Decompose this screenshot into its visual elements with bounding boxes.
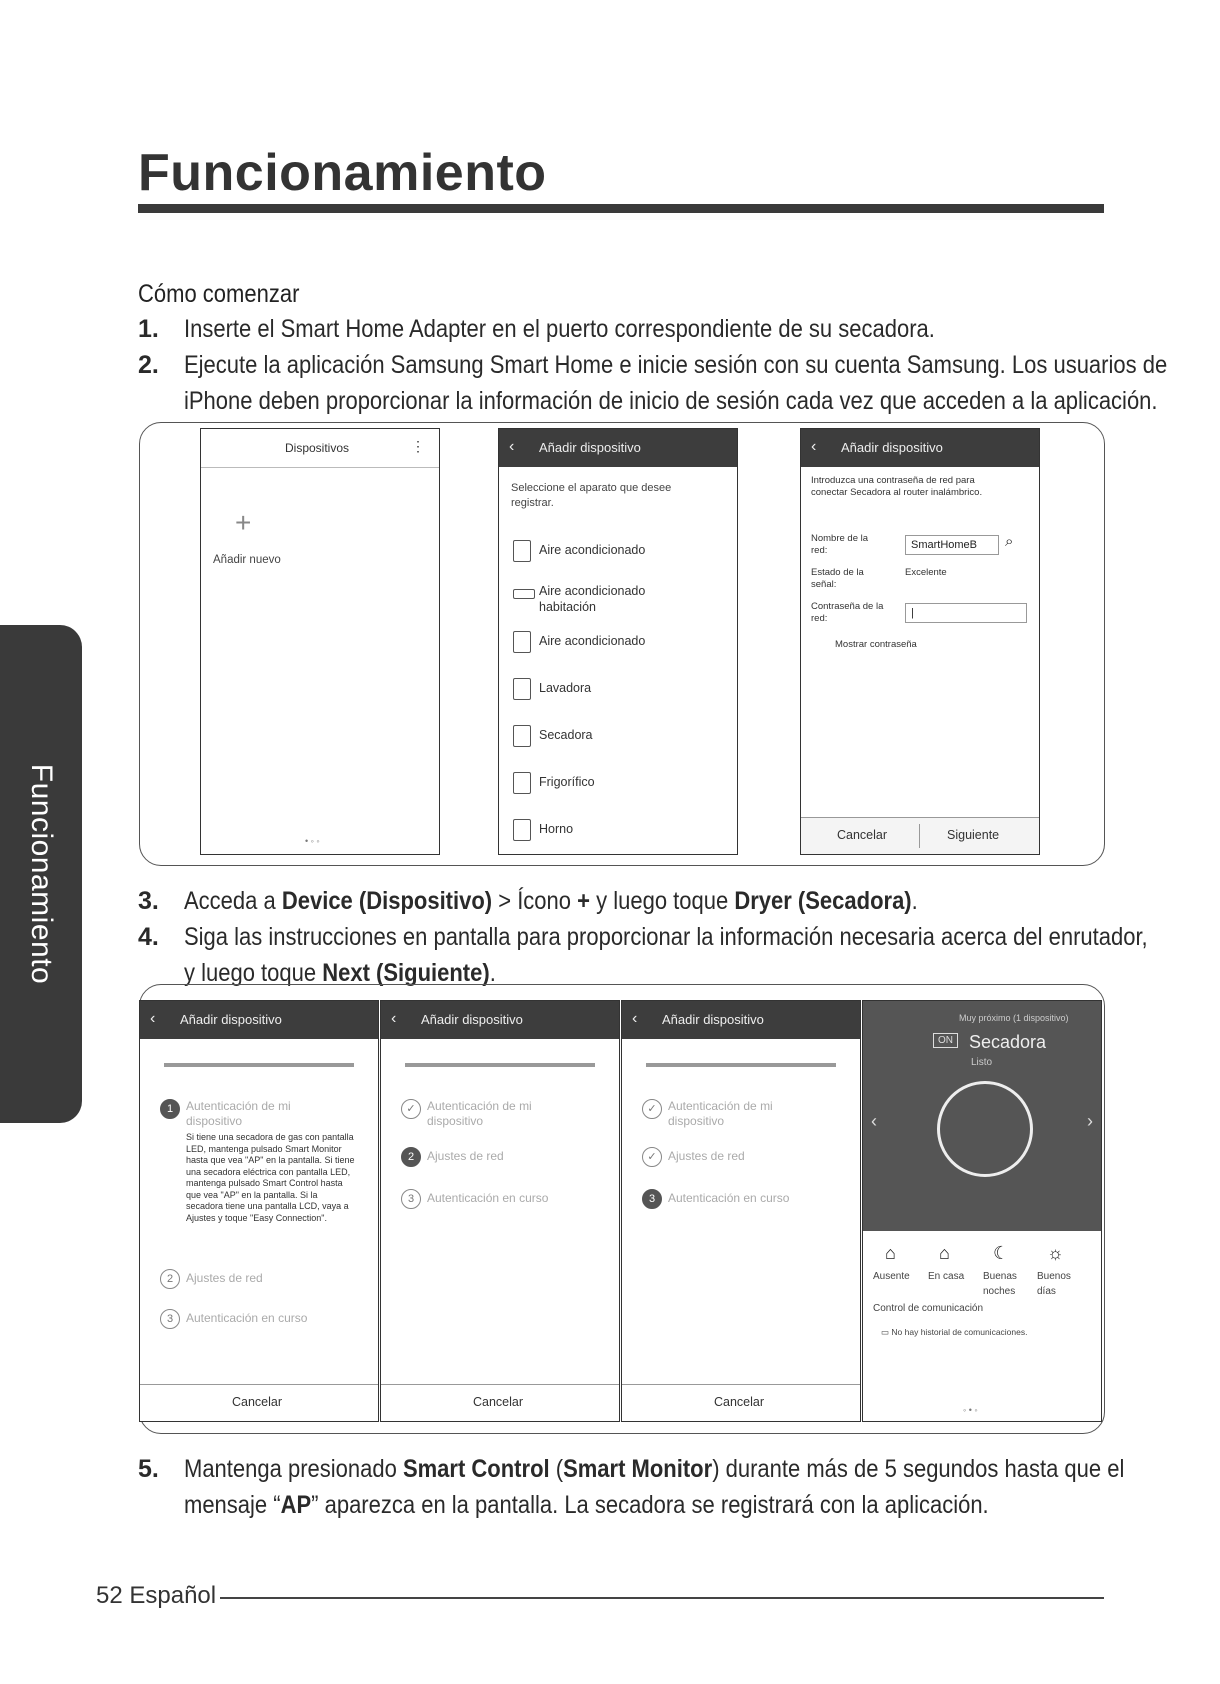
- cancel-button[interactable]: Cancelar: [714, 1395, 765, 1409]
- room-ac-icon: [513, 589, 535, 599]
- network-field[interactable]: SmartHomeB: [905, 535, 999, 555]
- page-dots: • ◦ ◦: [305, 836, 320, 846]
- device-item[interactable]: Lavadora: [539, 680, 591, 696]
- mode-morning[interactable]: Buenos días: [1037, 1271, 1071, 1297]
- button-bar: [801, 817, 1039, 854]
- oven-icon: [513, 819, 531, 841]
- cancel-button[interactable]: Cancelar: [837, 828, 888, 842]
- device-item[interactable]: Horno: [539, 821, 573, 837]
- signal-label: Estado de la señal:: [811, 567, 864, 590]
- back-icon[interactable]: ‹: [811, 438, 817, 455]
- screen-dryer-control: [862, 1000, 1102, 1422]
- title-rule: [138, 204, 1104, 213]
- step-done-icon: ✓: [642, 1099, 662, 1119]
- log-empty: ▭ No hay historial de comunicaciones.: [881, 1327, 1028, 1337]
- next-button[interactable]: Siguiente: [947, 828, 1000, 842]
- progress-bar: [405, 1063, 595, 1067]
- moon-icon[interactable]: ☾: [993, 1243, 1010, 1263]
- screen-add-device-header: ‹ Añadir dispositivo: [499, 429, 737, 467]
- back-icon[interactable]: ‹: [509, 438, 515, 455]
- back-icon[interactable]: ‹: [391, 1010, 397, 1027]
- chevron-right-icon[interactable]: ›: [1087, 1111, 1093, 1131]
- chevron-left-icon[interactable]: ‹: [871, 1111, 877, 1131]
- more-icon[interactable]: ⋮: [411, 438, 425, 454]
- page-dots: ◦ • ◦: [963, 1405, 978, 1415]
- footer: [96, 1582, 216, 1610]
- footer-language: Español: [129, 1582, 217, 1609]
- network-label: Nombre de la red:: [811, 533, 869, 556]
- screen-auth-2: ‹ Añadir dispositivo ✓ Autenticación de mi dispositivo 2 Ajustes de red 3 Autenticación en curso Cancelar: [380, 1000, 620, 1422]
- mode-away[interactable]: Ausente: [873, 1271, 910, 1282]
- power-toggle[interactable]: ON: [933, 1033, 958, 1048]
- page-number: 52: [96, 1582, 123, 1609]
- mode-night[interactable]: Buenas noches: [983, 1271, 1017, 1297]
- device-item[interactable]: Aire acondicionado: [539, 542, 645, 558]
- screen-network-header: ‹ Añadir dispositivo: [801, 429, 1039, 467]
- password-label: Contraseña de la red:: [811, 601, 884, 624]
- dryer-icon: [513, 725, 531, 747]
- side-tab: Funcionamiento: [0, 625, 82, 1123]
- back-icon[interactable]: ‹: [150, 1010, 156, 1027]
- log-title: Control de comunicación: [873, 1303, 984, 1314]
- mode-home[interactable]: En casa: [928, 1271, 965, 1282]
- device-item[interactable]: Aire acondicionado: [539, 633, 645, 649]
- screen-add-device: [498, 428, 738, 855]
- step-indicator-3: 3: [401, 1189, 421, 1209]
- device-item[interactable]: Frigorífico: [539, 774, 595, 790]
- away-icon[interactable]: ⌂: [885, 1243, 896, 1263]
- add-new-label: Añadir nuevo: [213, 554, 281, 566]
- signal-value: Excelente: [905, 567, 947, 578]
- screen-auth-3: ‹ Añadir dispositivo ✓ Autenticación de mi dispositivo ✓ Ajustes de red 3 Autenticación en curso Cancelar: [621, 1000, 861, 1422]
- back-icon[interactable]: ‹: [632, 1010, 638, 1027]
- screen-network: [800, 428, 1040, 855]
- button-divider: [919, 824, 920, 848]
- dryer-banner: Muy próximo (1 dispositivo) ON Secadora Listo ‹ ›: [863, 1001, 1101, 1231]
- select-prompt: Seleccione el aparato que desee registrar.: [511, 482, 672, 509]
- step-indicator-2: 2: [160, 1269, 180, 1289]
- progress-bar: [646, 1063, 836, 1067]
- step-indicator-1: 1: [160, 1099, 180, 1119]
- home-icon[interactable]: ⌂: [939, 1243, 950, 1263]
- step-indicator-3: 3: [160, 1309, 180, 1329]
- password-field[interactable]: |: [905, 603, 1027, 623]
- footer-rule: [220, 1597, 1104, 1599]
- screen-devices: [200, 428, 440, 855]
- step-done-icon: ✓: [642, 1147, 662, 1167]
- step-indicator-2: 2: [401, 1147, 421, 1167]
- refrigerator-icon: [513, 772, 531, 794]
- add-icon[interactable]: +: [235, 507, 252, 538]
- auth-instructions: Si tiene una secadora de gas con pantalla LED, mantenga pulsado Smart Monitor hasta que vea "AP" en la pantalla. Si tiene una secadora eléctrica con pantalla LED, mantenga pulsado Smart Control hasta que vea "AP" en la pantalla. Si la secadora tiene una pantalla LCD, vaya a Ajustes y toque "Easy Connection".: [186, 1132, 355, 1223]
- air-conditioner-icon: [513, 540, 531, 562]
- cancel-button[interactable]: Cancelar: [473, 1395, 524, 1409]
- section-title: Cómo comenzar: [138, 280, 300, 308]
- step-done-icon: ✓: [401, 1099, 421, 1119]
- step-indicator-3: 3: [642, 1189, 662, 1209]
- screen-auth-1: ‹ Añadir dispositivo 1 Autenticación de mi dispositivo Si tiene una secadora de gas con pantalla LED, mantenga pulsado Smart Monitor hasta que vea "AP" en la pantalla. Si tiene una secadora eléctrica con pantalla LED, mantenga pulsado Smart Control hasta que vea "AP" en la pantalla. Si la secadora tiene una pantalla LCD, vaya a Ajustes y toque "Easy Connection". 2 Ajustes de red 3 Autenticación en curso Cancelar: [139, 1000, 379, 1422]
- device-item[interactable]: Aire acondicionado habitación: [539, 583, 689, 615]
- sun-icon[interactable]: ☼: [1047, 1243, 1064, 1263]
- show-password-option[interactable]: Mostrar contraseña: [835, 639, 917, 650]
- search-icon[interactable]: ⌕: [1005, 533, 1014, 550]
- washer-icon: [513, 678, 531, 700]
- cancel-button[interactable]: Cancelar: [232, 1395, 283, 1409]
- dryer-door-icon: [937, 1081, 1033, 1177]
- progress-bar: [164, 1063, 354, 1067]
- screen-devices-header: Dispositivos ⋮: [201, 429, 439, 468]
- air-conditioner-icon: [513, 631, 531, 653]
- chat-icon: ▭: [881, 1327, 892, 1337]
- network-intro: Introduzca una contraseña de red para conectar Secadora al router inalámbrico.: [811, 475, 983, 498]
- device-item[interactable]: Secadora: [539, 727, 593, 743]
- page-title: Funcionamiento: [138, 144, 547, 202]
